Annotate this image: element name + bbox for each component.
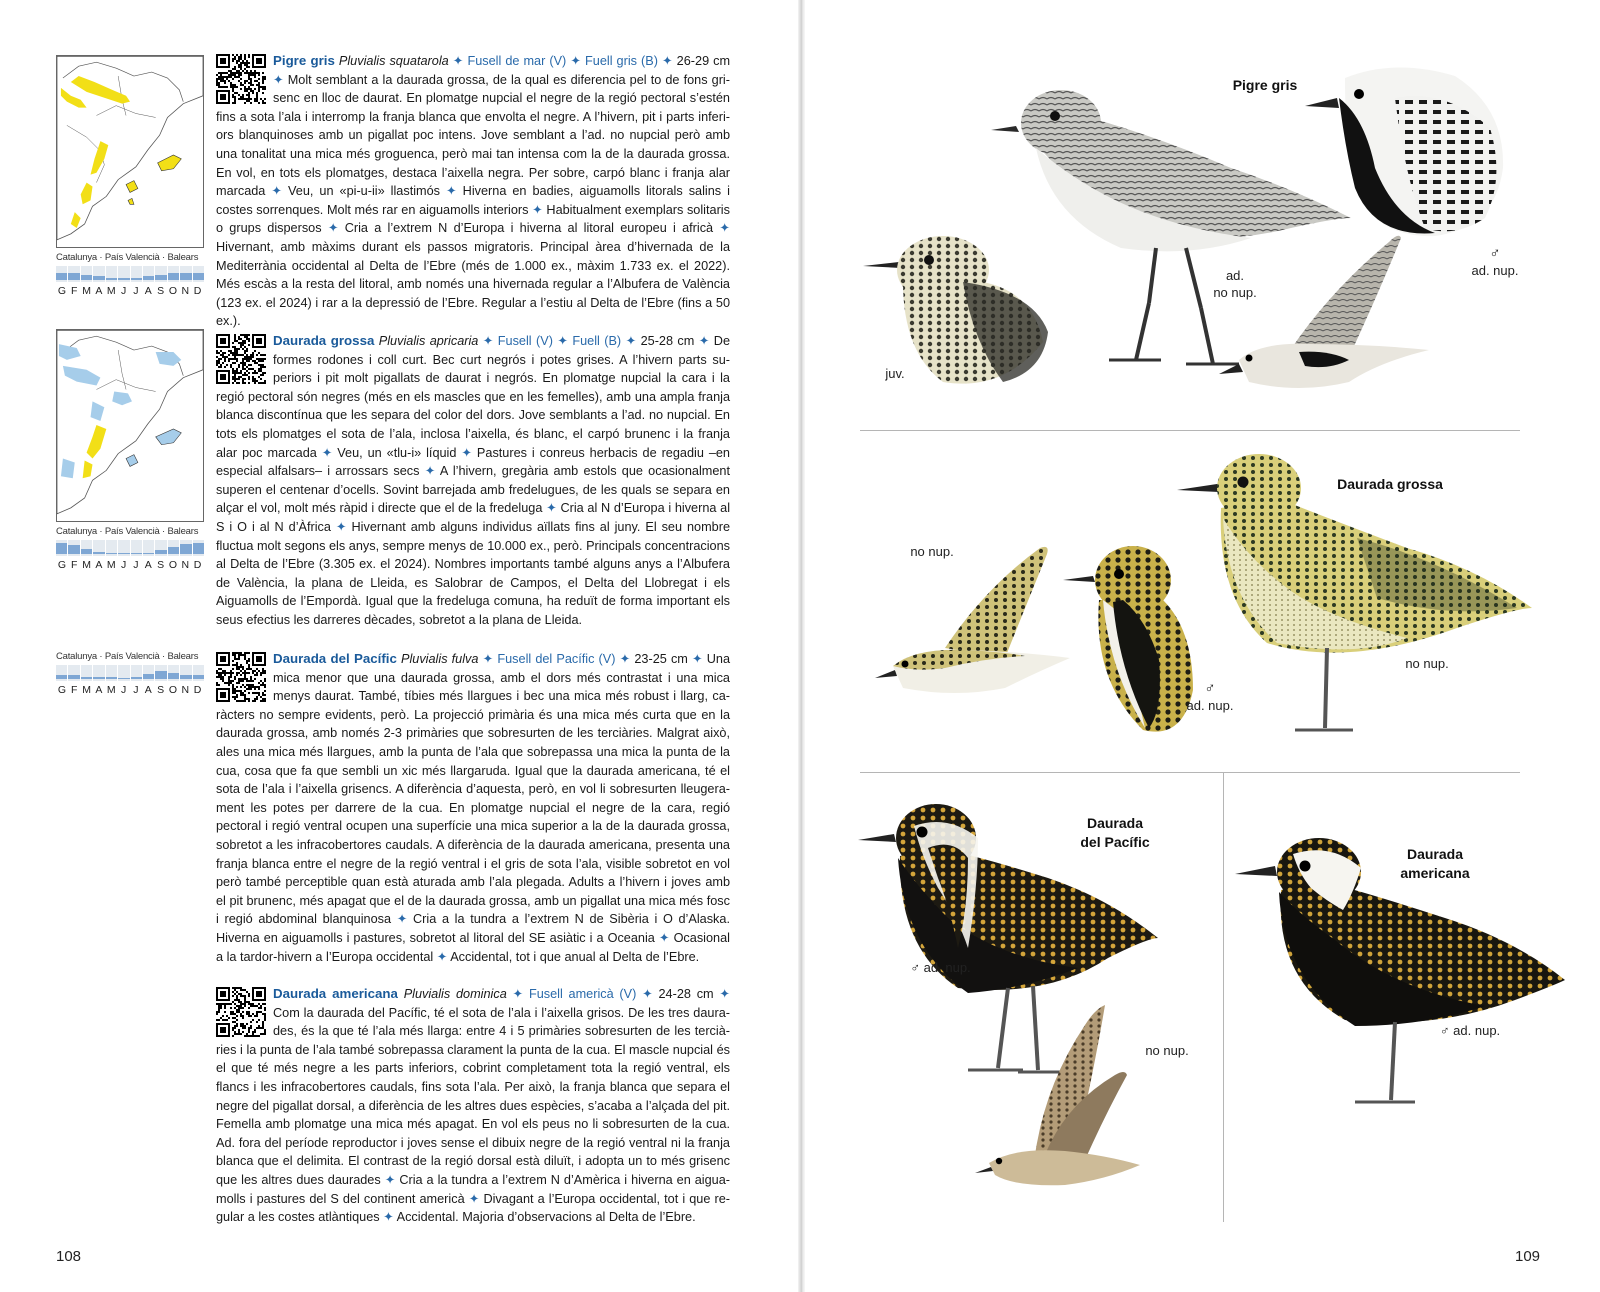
- phenology-fill: [193, 273, 204, 280]
- month-label: F: [71, 684, 78, 696]
- separator-star-icon: ✦: [273, 72, 284, 87]
- phenology-month-cell: [93, 665, 104, 681]
- month-label: A: [144, 285, 153, 297]
- month-label: M: [82, 559, 92, 571]
- phenology-bar: [56, 266, 204, 282]
- separator-star-icon: ✦: [719, 221, 730, 236]
- month-label: N: [181, 285, 190, 297]
- daurada-pacific-flight-illustration: [975, 1005, 1145, 1190]
- phenology-fill: [155, 671, 166, 679]
- month-label: J: [120, 559, 127, 571]
- phenology-fill: [118, 553, 129, 554]
- phenology-month-cell: [168, 665, 179, 681]
- month-label: A: [95, 559, 103, 571]
- right-page: [805, 0, 1600, 1292]
- description-text: Accidental. Majoria d’observacions al Delta de l’Ebre.: [396, 1210, 696, 1225]
- species-entry-daurada-pacific: [216, 650, 730, 966]
- month-axis: [56, 684, 204, 696]
- qr-code: [216, 987, 266, 1037]
- separator-star-icon: ✦: [468, 1191, 480, 1206]
- month-label: F: [71, 285, 78, 297]
- month-label: F: [71, 559, 78, 571]
- phenology-fill: [143, 674, 154, 679]
- month-label: N: [181, 684, 190, 696]
- qr-code-graphic: [216, 652, 266, 702]
- month-label: S: [157, 684, 165, 696]
- separator-star-icon: ✦: [461, 445, 472, 460]
- map-regions-caption: Catalunya · País Valencià · Balears: [56, 651, 199, 662]
- daurada-grossa-male-breeding-illustration: [1063, 540, 1198, 740]
- phenology-month-cell: [168, 266, 179, 282]
- separator-star-icon: ✦: [446, 184, 457, 199]
- phenology-month-cell: [155, 665, 166, 681]
- alternative-name: Fusell (V): [497, 334, 553, 348]
- alternative-name: Fusell de mar (V): [467, 54, 567, 68]
- phenology-fill: [155, 275, 166, 280]
- phenology-fill: [93, 552, 104, 554]
- separator-star-icon: ✦: [658, 930, 670, 945]
- phenology-fill: [180, 273, 191, 280]
- daurada-pacific-sidebar: [56, 651, 204, 696]
- label-pigre-gris-juv: juv.: [885, 366, 905, 381]
- description-text: Una mica menor que una daurada grossa, amb el dors més contrastat i una mica menys daurat. També, tíbies més llargues i bec una mica més robust i llarg, caràcters no sempre evidents, però. La projecció primària és una mica més curta que en la daurada grossa, amb només 2-3 primàries que sobresurten de les terciàries. Malgrat això, ales una mica més llargues, amb la punta de l’ala que sobrepassa una mica la punta de la cua, cosa que fa que sembli un xic més llargaruda. Igual que la daurada americana, té el sota de l’ala i l’aixella grisencs. A diferència d’aquesta, però, en vol li sobresurten lleugerament les potes per darrere de la cua. En plomatge nupcial el negre de la cara, regió pectoral i regió ventral ocupen una superfície una mica superior a la de la daurada grossa, sobretot a les infracobertores caudals. A diferència de la daurada americana, presenta una franja blanca entre el negre de la regió ventral i el gris de sota l’ala, visible sobretot en vol però també perceptible quan està aturada amb l’ala plegada. Adults a l’hivern i joves amb el pit brunenc, més apagat que el de la daurada grossa, amb un pigallat una mica més fosc i regió abdominal blanquinosa: [216, 652, 731, 927]
- phenology-fill: [131, 553, 142, 554]
- pigre-gris-flight-illustration: [1219, 232, 1449, 392]
- phenology-month-cell: [81, 540, 92, 556]
- label-line: ad.: [1225, 268, 1245, 283]
- month-label: O: [168, 285, 178, 297]
- daurada-grossa-distribution-map: [56, 329, 204, 522]
- phenology-fill: [56, 273, 67, 280]
- phenology-fill: [68, 545, 79, 554]
- page-number-left: 108: [56, 1248, 82, 1265]
- separator-star-icon: ✦: [512, 987, 524, 1001]
- separator-star-icon: ✦: [271, 184, 283, 199]
- month-label: J: [133, 684, 140, 696]
- species-entry-daurada-americana: [216, 985, 730, 1227]
- plate-divider-vertical: [1223, 772, 1224, 1222]
- qr-code-graphic: [216, 334, 266, 384]
- label-daurada-grossa-standing-no-nup: no nup.: [1405, 656, 1449, 671]
- phenology-fill: [68, 273, 79, 280]
- male-symbol: ♂: [1204, 680, 1216, 697]
- month-label: J: [120, 285, 127, 297]
- phenology-month-cell: [155, 540, 166, 556]
- month-label: M: [106, 684, 117, 696]
- month-label: G: [57, 684, 67, 696]
- description-text: Hivernant, amb màxims durant els passos migratoris. Principal àrea d’hivernada de la Mediterrània occidental al Delta de l’Ebre (més de 1.000 ex., màxim 1.733 ex. el 2022). Més escàs a la resta del litoral, amb només una hivernada regular a l’Albufera de València (123 ex. el 2024) i rar a la depressió de l’Ebre. Regular a l’estiu al Delta de l’Ebre (fins a 50 ex.).: [216, 239, 730, 329]
- qr-code-graphic: [216, 54, 266, 104]
- qr-code: [216, 334, 266, 384]
- phenology-fill: [193, 675, 204, 679]
- pigre-gris-male-breeding-illustration: [1305, 58, 1510, 240]
- description-text: Com la daurada del Pacífic, té el sota de l’ala i l’aixella grisos. De les tres daurades, és la que té l’ala més llarga: entre 4 i 5 primàries sobresurten de les terciàries i la punta de l’ala també sobrepassa clarament la punta de la cua. El mascle nupcial és el que té més negre a les parts inferiors, cobrint completament tota la regió ventral, els flancs i les infracobertores caudals, fins sota l’ala. Per això, la franja blanca que separa el negre del pigallat dorsal, a diferència de les altres dues espècies, s’acaba a l’alçada del pit. Femella amb plomatge una mica més apagat. En vol els peus no li sobresurten de la cua. Ad. fora del període reproductor i joves sense el dibuix negre de la regió ventral ni la franja blanca que el delimita. El contrast de la regió dorsal està diluït, i adopta un to més grisenc que les altres dues daurades: [216, 1005, 730, 1187]
- male-symbol: ♂: [1489, 245, 1501, 262]
- phenology-fill: [118, 678, 129, 679]
- phenology-month-cell: [131, 266, 142, 282]
- phenology-month-cell: [143, 540, 154, 556]
- title-line: Daurada: [1086, 815, 1144, 831]
- description-text: Cria al N d’Europa i hiverna al S i O i al N d’Àfrica: [216, 501, 731, 534]
- phenology-month-cell: [180, 665, 191, 681]
- description-text: Ocasional a la tardor-hivern a l’Europa occidental: [216, 930, 730, 964]
- phenology-fill: [81, 275, 92, 280]
- phenology-month-cell: [118, 266, 129, 282]
- phenology-month-cell: [118, 540, 129, 556]
- phenology-month-cell: [68, 540, 79, 556]
- label-line: no nup.: [1213, 285, 1257, 300]
- month-label: J: [133, 285, 140, 297]
- species-name: Daurada grossa: [273, 333, 375, 348]
- pigre-gris-distribution-map: [56, 55, 204, 248]
- separator-star-icon: ✦: [625, 334, 637, 348]
- map-graphic: [57, 56, 203, 247]
- title-line: del Pacífic: [1080, 834, 1150, 850]
- phenology-fill: [93, 276, 104, 280]
- phenology-month-cell: [56, 540, 67, 556]
- map-regions-caption: Catalunya · País Valencià · Balears: [56, 526, 199, 537]
- separator-star-icon: ✦: [335, 519, 347, 534]
- phenology-fill: [155, 550, 166, 554]
- plate-divider: [860, 430, 1520, 431]
- map-graphic: [57, 330, 203, 521]
- alternative-name: Fuell (B): [572, 334, 622, 348]
- body-size: 24-28 cm: [658, 987, 714, 1001]
- description-text: Hivernant amb alguns individus aïllats fins al juny. El seu nombre fluctua molt segons els anys, sempre menys de 10.000 ex., però. Principals concentracions al Delta de l’Ebre (3.305 ex. el 2024). Nombres importants també alguns anys a l’Albufera de València, la plana de Lleida, es Salobrar de Campos, el Delta del Llobregat i els Aiguamolls de l’Empordà. Igual que la fredeluga comuna, ha reduït de forma important els seus efectius les darreres dècades, sobretot a la plana de Lleida.: [216, 519, 731, 627]
- scientific-name: Pluvialis dominica: [403, 987, 507, 1001]
- label-daurada-grossa-flight-no-nup: no nup.: [910, 544, 954, 559]
- phenology-month-cell: [106, 665, 117, 681]
- description-text: Cria a l’extrem N d’Europa i hiverna al litoral europeu i africà: [344, 221, 714, 236]
- scientific-name: Pluvialis squatarola: [338, 54, 449, 68]
- description-text: A l’hivern, gregària amb estols que ocasionalment superen el centenar d’ocells. Sovint barrejada amb fredelugues, de les quals se separa en alçar el vol, molt més ràpid i directe que el de la fredeluga: [216, 464, 730, 516]
- plate-title-daurada-grossa: Daurada grossa: [1337, 476, 1443, 492]
- month-label: S: [157, 559, 165, 571]
- separator-star-icon: ✦: [436, 949, 448, 964]
- separator-star-icon: ✦: [396, 912, 408, 927]
- description-text: Veu, un «tlu-i» líquid: [337, 445, 457, 460]
- month-axis: [56, 559, 204, 571]
- phenology-fill: [131, 677, 142, 679]
- month-label: S: [157, 285, 165, 297]
- phenology-bar: [56, 540, 204, 556]
- daurada-grossa-flight-illustration: [875, 548, 1075, 713]
- phenology-month-cell: [155, 266, 166, 282]
- phenology-month-cell: [131, 665, 142, 681]
- separator-star-icon: ✦: [327, 221, 339, 236]
- body-size: 25-28 cm: [640, 334, 695, 348]
- label-daurada-pacific-male-ad-nup: ♂ ad. nup.: [910, 960, 971, 975]
- phenology-fill: [180, 544, 191, 554]
- description-text: Pastures i conreus herbacis de regadiu –en especial alfalsars– i arrossars secs: [216, 445, 730, 479]
- description-text: Cria a la tundra a l’extrem N de Sibèria i O d’Alaska. Hiverna en aiguamolls i pastures, sobretot al litoral del SE asiàtic i a Oceania: [216, 912, 730, 945]
- phenology-month-cell: [68, 665, 79, 681]
- phenology-fill: [106, 553, 117, 554]
- scientific-name: Pluvialis apricaria: [378, 334, 479, 348]
- qr-code-graphic: [216, 987, 266, 1037]
- alternative-name: Fusell americà (V): [528, 987, 637, 1001]
- separator-star-icon: ✦: [384, 1172, 396, 1187]
- phenology-fill: [193, 543, 204, 554]
- species-entry-daurada-grossa: [216, 332, 730, 630]
- phenology-month-cell: [193, 266, 204, 282]
- separator-star-icon: ✦: [452, 54, 464, 68]
- phenology-fill: [81, 549, 92, 554]
- body-size: 23-25 cm: [634, 652, 688, 666]
- month-label: M: [82, 285, 92, 297]
- phenology-month-cell: [131, 540, 142, 556]
- month-label: O: [168, 559, 178, 571]
- phenology-fill: [106, 677, 117, 679]
- title-line: americana: [1400, 865, 1470, 881]
- pigre-gris-sidebar: [56, 55, 204, 297]
- alternative-name: Fusell del Pacífic (V): [497, 652, 616, 666]
- phenology-fill: [118, 278, 129, 280]
- phenology-fill: [68, 675, 79, 679]
- separator-star-icon: ✦: [532, 202, 543, 217]
- qr-code: [216, 652, 266, 702]
- phenology-fill: [180, 675, 191, 679]
- label-line: ad. nup.: [1186, 698, 1234, 713]
- phenology-month-cell: [193, 540, 204, 556]
- phenology-month-cell: [168, 540, 179, 556]
- month-label: O: [168, 684, 178, 696]
- phenology-fill: [143, 276, 154, 280]
- daurada-grossa-sidebar: [56, 329, 204, 571]
- phenology-fill: [168, 273, 179, 280]
- label-pigre-gris-male-ad-nup: [1455, 245, 1535, 279]
- separator-star-icon: ✦: [642, 987, 653, 1001]
- phenology-fill: [93, 677, 104, 679]
- species-name: Pigre gris: [273, 53, 335, 68]
- month-label: D: [193, 559, 202, 571]
- phenology-month-cell: [193, 665, 204, 681]
- phenology-month-cell: [56, 665, 67, 681]
- separator-star-icon: ✦: [482, 334, 494, 348]
- species-name: Daurada del Pacífic: [273, 651, 397, 666]
- description-text: De formes rodones i coll curt. Bec curt negrós i potes grises. A l’hivern parts superiors i pit molt pigallats de daurat i negrós. En plomatge nupcial la cara i la regió pectoral són negres (més en els mascles que en les femelles), amb una ampla franja blanca discontínua que les separa del color del dors. Jove semblants a l’ad. no nupcial. En tots els plomatges el sota de l’ala, inclosa l’aixella, és blanc, el carpó brunenc i la franja alar poc marcada: [216, 334, 730, 460]
- plate-title-pigre-gris: Pigre gris: [1232, 77, 1298, 93]
- page-number-right: 109: [1515, 1248, 1541, 1265]
- label-daurada-grossa-male-ad-nup: [1180, 680, 1240, 714]
- month-label: M: [82, 684, 92, 696]
- month-label: D: [193, 285, 202, 297]
- body-size: 26-29 cm: [676, 54, 731, 68]
- phenology-month-cell: [81, 665, 92, 681]
- phenology-month-cell: [56, 266, 67, 282]
- phenology-fill: [81, 677, 92, 679]
- month-label: A: [144, 684, 153, 696]
- phenology-month-cell: [180, 266, 191, 282]
- phenology-bar: [56, 665, 204, 681]
- phenology-fill: [168, 673, 179, 679]
- phenology-month-cell: [68, 266, 79, 282]
- plate-divider: [860, 772, 1520, 773]
- description-text: Habitualment exemplars solitaris o grups dispersos: [216, 202, 730, 236]
- label-line: ad. nup.: [1471, 263, 1519, 278]
- separator-star-icon: ✦: [719, 987, 731, 1001]
- phenology-month-cell: [143, 665, 154, 681]
- phenology-fill: [131, 278, 142, 280]
- species-name: Daurada americana: [273, 986, 398, 1001]
- label-pigre-gris-ad-no-nup: [1205, 267, 1265, 301]
- month-label: A: [95, 684, 103, 696]
- phenology-month-cell: [106, 266, 117, 282]
- daurada-americana-male-breeding-illustration: [1235, 830, 1565, 1120]
- description-text: Accidental, tot i que anual al Delta de l’Ebre.: [450, 949, 700, 964]
- phenology-fill: [56, 675, 67, 679]
- month-label: M: [106, 285, 117, 297]
- month-label: A: [95, 285, 103, 297]
- separator-star-icon: ✦: [424, 464, 436, 479]
- separator-star-icon: ✦: [619, 652, 631, 666]
- month-label: J: [120, 684, 127, 696]
- separator-star-icon: ✦: [691, 652, 703, 666]
- phenology-fill: [143, 553, 154, 554]
- phenology-month-cell: [143, 266, 154, 282]
- alternative-name: Fuell gris (B): [585, 54, 658, 68]
- description-text: Veu, un «pi-u-ii» llastimós: [288, 184, 441, 199]
- separator-star-icon: ✦: [546, 501, 557, 516]
- separator-star-icon: ✦: [661, 54, 673, 68]
- label-daurada-pacific-flight-no-nup: no nup.: [1145, 1043, 1189, 1058]
- phenology-fill: [168, 547, 179, 554]
- separator-star-icon: ✦: [570, 54, 581, 68]
- title-line: Daurada: [1406, 846, 1464, 862]
- description-text: Molt semblant a la daurada grossa, de la qual es diferencia pel to de fons grisenc en lloc de daurat. En plomatge nupcial el negre de la regió pectoral s’estén fins a sota l’ala i interromp la franja blanca que envolta el negre. A l’hivern, pit i parts inferiors blanquinoses amb un pigallat poc intens. Jove semblant a l’ad. no nupcial però amb una tonalitat una mica més groguenca, però mai tan intensa com la de la daurada grossa. En vol, en tots els plomatges, destaca l’aixella negra. Per sobre, carpó blanc i franja alar marcada: [216, 72, 730, 199]
- month-label: G: [57, 285, 67, 297]
- separator-star-icon: ✦: [482, 652, 494, 666]
- month-axis: [56, 285, 204, 297]
- phenology-month-cell: [180, 540, 191, 556]
- month-label: N: [181, 559, 190, 571]
- description-text: Hiverna en badies, aiguamolls litorals salins i costes sorrenques. Molt més rar en aiguamolls interiors: [216, 184, 730, 217]
- month-label: J: [133, 559, 140, 571]
- month-label: G: [57, 559, 67, 571]
- month-label: A: [144, 559, 153, 571]
- phenology-month-cell: [106, 540, 117, 556]
- map-regions-caption: Catalunya · País Valencià · Balears: [56, 252, 199, 263]
- scientific-name: Pluvialis fulva: [401, 652, 479, 666]
- month-label: M: [106, 559, 117, 571]
- phenology-fill: [106, 278, 117, 280]
- phenology-month-cell: [93, 266, 104, 282]
- separator-star-icon: ✦: [698, 334, 710, 348]
- phenology-month-cell: [81, 266, 92, 282]
- description-text: Cria a la tundra a l’extrem N d’Amèrica i hiverna en aiguamolls i pastures del S del continent americà: [216, 1172, 731, 1206]
- month-label: D: [193, 684, 202, 696]
- phenology-month-cell: [93, 540, 104, 556]
- qr-code: [216, 54, 266, 104]
- species-entry-pigre-gris: [216, 52, 730, 331]
- description-text: Divagant a l’Europa occidental, tot i que regular a les costes atlàntiques: [216, 1191, 730, 1225]
- separator-star-icon: ✦: [383, 1210, 394, 1225]
- separator-star-icon: ✦: [557, 334, 568, 348]
- phenology-month-cell: [118, 665, 129, 681]
- separator-star-icon: ✦: [321, 445, 333, 460]
- phenology-fill: [56, 543, 67, 554]
- label-daurada-americana-male-ad-nup: ♂ ad. nup.: [1439, 1023, 1501, 1038]
